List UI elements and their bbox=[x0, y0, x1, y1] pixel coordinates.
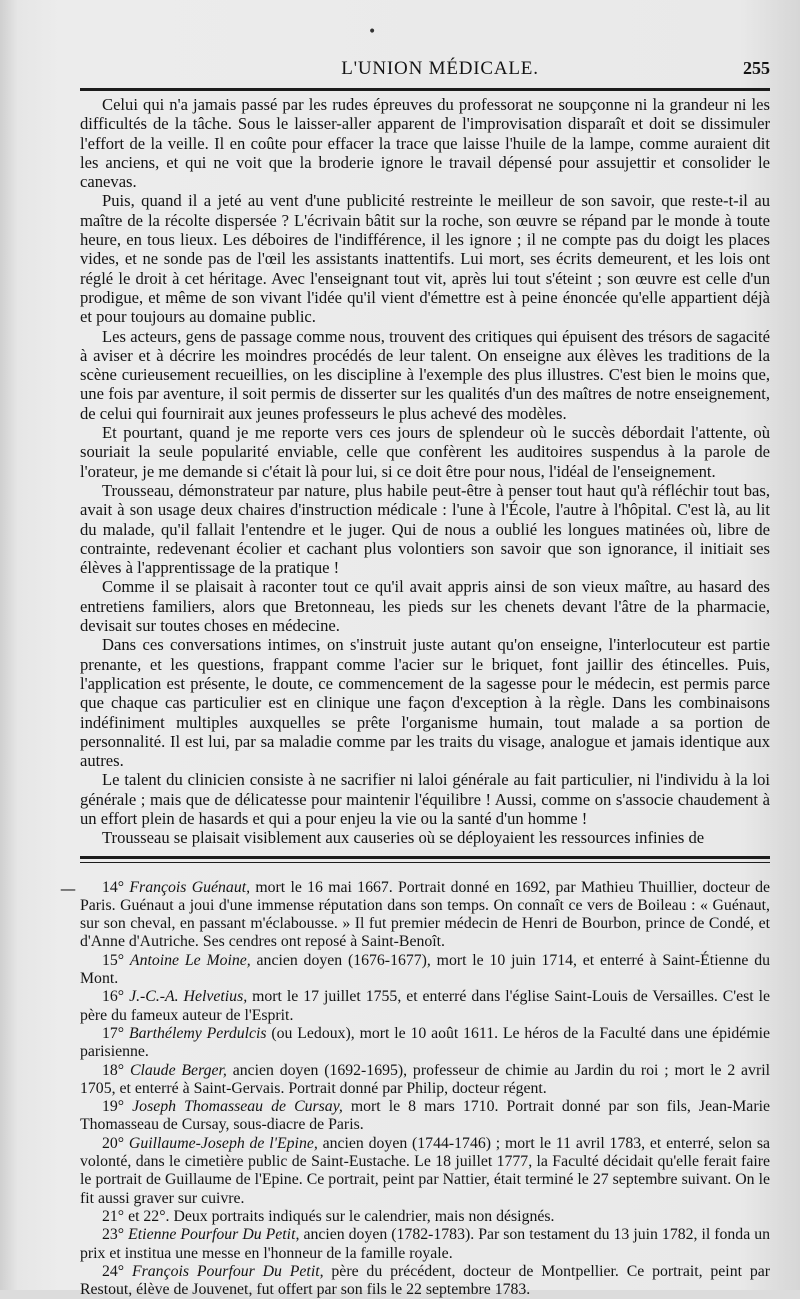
note-item bbox=[80, 952, 770, 989]
note-number: 24° bbox=[102, 1262, 125, 1280]
note-name: Claude Berger, bbox=[129, 1061, 227, 1079]
note-item bbox=[80, 879, 770, 952]
paragraph: Le talent du clinicien consiste à ne sacrifier ni laloi générale au fait particulier, ni l'individu à la loi générale ; mais que de délicatesse pour maintenir l'équilibre ! Aussi, comme on s'associe chaudement à un effort plein de hasards et qui a pour enjeu la vie ou la santé d'un homme ! bbox=[80, 770, 770, 828]
note-text: ancien doyen (1692-1695), professeur de chimie au Jardin du roi ; mort le 2 avril 1705, et enterré à Saint-Gervais. Portrait donné par Philip, docteur régent. bbox=[80, 1061, 770, 1097]
note-number: 17° bbox=[102, 1024, 125, 1042]
note-number: 23° bbox=[102, 1226, 125, 1244]
note-number: 20° bbox=[102, 1134, 125, 1152]
paragraph: Les acteurs, gens de passage comme nous, trouvent des critiques qui épuisent des trésors de sagacité à aviser et à décrire les moindres procédés de leur talent. On enseigne aux élèves les traditions de la scène curieusement recueillies, on les discipline à l'exemple des plus illustres. C'est bien le moins que, une fois par aventure, il soit permis de disserter sur les qualités d'un des maîtres de notre enseignement, de celui qui fournirait aux jeunes professeurs le plus achevé des modèles. bbox=[80, 326, 770, 423]
paragraph: Puis, quand il a jeté au vent d'une publicité restreinte le meilleur de son savoir, que reste-t-il au maître de la récolte dispersée ? L'écrivain bâtit sur la roche, son œuvre se répand par le monde à toute heure, en tous lieux. Les déboires de l'indifférence, il les ignore ; il ne compte pas du doigt les places vides, et ne sonde pas de l'œil les assistants inattentifs. Lui mort, ses écrits demeurent, et les lois ont réglé le droit à cet héritage. Avec l'enseignant tout vit, après lui tout s'éteint ; son œuvre est celle d'un prodigue, et même de son vivant l'idée qu'il vient d'émettre est à peine énoncée qu'elle appartient déjà et pour toujours au domaine public. bbox=[80, 191, 770, 327]
paragraph: Comme il se plaisait à raconter tout ce qu'il avait appris ainsi de son vieux maître, au hasard des entretiens familiers, alors que Bretonneau, les pieds sur les chenets devant l'âtre de la pharmacie, devisait sur toutes choses en médecine. bbox=[80, 577, 770, 636]
page-header bbox=[80, 58, 770, 86]
notes-section bbox=[60, 878, 771, 1299]
paragraph: Et pourtant, quand je me reporte vers ces jours de splendeur où le succès débordait l'attente, où souriait la seule popularité enviable, celle que confèrent les auditoires suspendus à la parole de l'orateur, je me demande si c'était là pour lui, si ce doit être pour nous, l'idéal de l'enseignement. bbox=[80, 423, 770, 481]
note-name: François Pourfour Du Petit, bbox=[131, 1262, 324, 1280]
note-text: mort le 16 mai 1667. Portrait donné en 1692, par Mathieu Thuillier, docteur de Paris. Guénaut a joui d'une immense réputation dans son temps. On connaît ce vers de Boileau : « Guénaut, sur son cheval, en passant m'éclabousse. » Il fut premier médecin de Henri de Bourbon, prince de Condé, et d'Anne d'Autriche. Ses cendres ont reposé à Saint-Benoît. bbox=[80, 878, 771, 951]
note-name: Joseph Thomasseau de Cursay, bbox=[132, 1098, 343, 1116]
note-number: 19° bbox=[102, 1098, 125, 1116]
note-item bbox=[80, 1226, 770, 1263]
note-text: mort le 8 mars 1710. Portrait donné par son fils, Jean-Marie Thomasseau de Cursay, sous-diacre de Paris. bbox=[80, 1098, 770, 1134]
note-text: ancien doyen (1744-1746) ; mort le 11 avril 1783, et enterré, selon sa volonté, dans le cimetière public de Saint-Eustache. Le 18 juillet 1777, la Faculté décidait qu'elle ferait faire le portrait de Guillaume de l'Epine. Ce portrait, peint par Nattier, était terminé le 27 septembre suivant. On le fit aussi graver sur cuivre. bbox=[80, 1134, 770, 1207]
header-rule bbox=[80, 88, 770, 91]
page-number: 255 bbox=[743, 58, 770, 78]
note-number: 15° bbox=[102, 951, 125, 969]
note-text: (ou Ledoux), mort le 10 août 1611. Le héros de la Faculté dans une épidémie parisienne. bbox=[80, 1024, 771, 1061]
note-name: François Guénaut, bbox=[129, 878, 251, 896]
note-text: ancien doyen (1676-1677), mort le 10 juin 1714, et enterré à Saint-Étienne du Mont. bbox=[80, 951, 770, 988]
running-title: L'UNION MÉDICALE. bbox=[341, 58, 539, 79]
note-number: 21° et 22°. bbox=[102, 1207, 170, 1225]
note-item bbox=[80, 1025, 770, 1062]
paragraph: Trousseau se plaisait visiblement aux causeries où se déployaient les ressources infinies de bbox=[102, 828, 705, 848]
note-name: Antoine Le Moine, bbox=[129, 951, 251, 969]
main-text bbox=[80, 95, 770, 848]
paragraph: Celui qui n'a jamais passé par les rudes épreuves du professorat ne soupçonne ni la grandeur ni les difficultés de la tâche. Sous le laisser-aller apparent de l'improvisation disparaît et doit se dissimuler l'effort de la veille. Il en coûte pour effacer la trace que laisse l'huile de la lampe, comme auraient dit les anciens, et qui ne voit que la broderie ignore le travail dépensé pour assujettir et consolider le canevas. bbox=[80, 95, 770, 192]
note-name: J.-C.-A. Helvetius, bbox=[129, 988, 248, 1006]
note-text: mort le 17 juillet 1755, et enterré dans l'église Saint-Louis de Versailles. C'est le père du fameux auteur de l'Esprit. bbox=[80, 988, 770, 1024]
note-text: père du précédent, docteur de Montpellier. Ce portrait, peint par Restout, élève de Jouvenet, fut offert par son fils le 22 septembre 1783. bbox=[80, 1262, 770, 1299]
note-item bbox=[80, 1098, 770, 1135]
note-name: Etienne Pourfour Du Petit, bbox=[128, 1226, 300, 1244]
paragraph: Trousseau, démonstrateur par nature, plus habile peut-être à penser tout haut qu'à réfléchir tout bas, avait à son usage deux chaires d'instruction médicale : l'une à l'École, l'autre à l'hôpital. C'est là, au lit du malade, qu'il fallait l'entendre et le juger. Qui de nous a oublié les longues matinées où, libre de contrainte, redevenant écolier et cachant plus volontiers son savoir que son ignorance, il initiait ses élèves à l'apprentissage de la pratique ! bbox=[80, 480, 770, 578]
note-item bbox=[80, 1263, 770, 1299]
note-dash: — bbox=[60, 878, 76, 898]
note-item bbox=[80, 988, 770, 1025]
note-number: 18° bbox=[102, 1061, 125, 1079]
note-name: Guillaume-Joseph de l'Epine, bbox=[128, 1134, 318, 1152]
note-text: Deux portraits indiqués sur le calendrier, mais non désignés. bbox=[173, 1207, 555, 1225]
note-item bbox=[80, 1062, 770, 1099]
note-number: 14° bbox=[102, 878, 125, 896]
note-item bbox=[80, 1208, 770, 1226]
note-name: Barthélemy Perdulcis bbox=[128, 1024, 267, 1042]
note-item bbox=[80, 1135, 770, 1208]
note-number: 16° bbox=[102, 988, 125, 1006]
section-divider bbox=[80, 856, 770, 863]
page-mark: • bbox=[368, 24, 377, 40]
paragraph: Dans ces conversations intimes, on s'instruit juste autant qu'on enseigne, l'interlocuteur est partie prenante, et les questions, frappant comme l'acier sur le briquet, font jaillir des étincelles. Puis, l'application est présente, le doute, ce commencement de la sagesse pour le médecin, est permis parce que chaque cas particulier est en clinique une façon d'exception à la règle. Dans les combinaisons indéfiniment multiples auxquelles se prête l'organisme humain, tout malade a sa portion de personnalité. Il est lui, par sa maladie comme par les traits du visage, analogue et jamais identique aux autres. bbox=[80, 635, 770, 771]
note-text: ancien doyen (1782-1783). Par son testament du 13 juin 1782, il fonda un prix et institua une messe en l'honneur de la famille royale. bbox=[80, 1226, 771, 1262]
